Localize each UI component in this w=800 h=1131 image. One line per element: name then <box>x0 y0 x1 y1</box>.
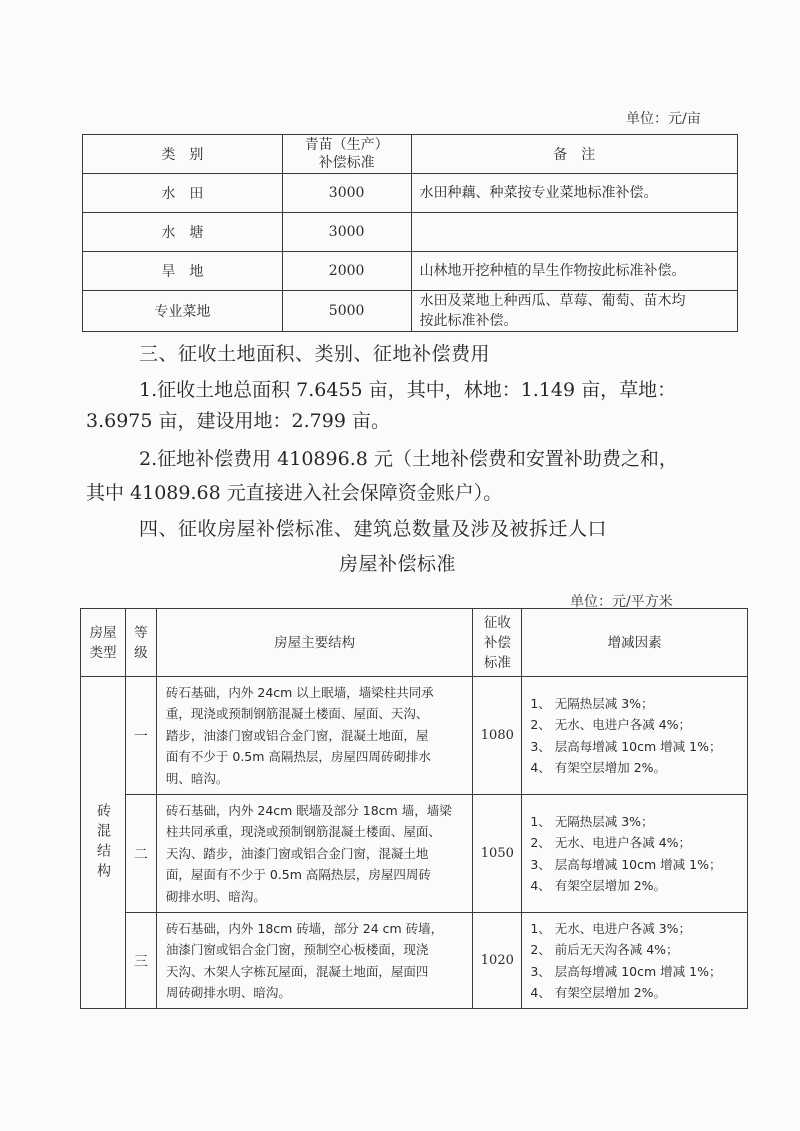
standard-cell: 5000 <box>282 291 411 332</box>
standard-cell: 2000 <box>282 252 411 291</box>
house-table-title: 房屋补偿标准 <box>339 553 457 575</box>
header-line: 标准 <box>483 654 511 671</box>
house-type-label: 砖混结构 <box>94 802 111 883</box>
grade-cell: 三 <box>125 913 156 1009</box>
factor-line: 4、 有架空层增加 2%。 <box>530 985 667 1000</box>
header-line: 等 <box>134 624 148 641</box>
standard-header <box>282 135 411 174</box>
structure-line: 面，屋面有不少于 0.5m 高隔热层，房屋四周砖 <box>165 867 431 883</box>
structure-line: 油漆门窗或铝合金门窗，预制空心板楼面，现浇 <box>165 942 429 957</box>
table-header-row <box>81 609 748 677</box>
header-line: 类型 <box>89 644 117 661</box>
factors-cell <box>522 795 748 913</box>
house-type-header <box>81 609 126 677</box>
standard-cell: 3000 <box>282 213 411 252</box>
section3-paragraph2-line2: 其中 41089.68 元直接进入社会保障资金账户）。 <box>86 482 503 504</box>
factor-line: 4、 有架空层增加 2%。 <box>530 878 667 893</box>
category-cell: 旱 地 <box>83 252 283 291</box>
header-line: 级 <box>134 644 148 661</box>
standard-cell: 1080 <box>473 677 522 795</box>
seedling-compensation-table <box>82 134 738 332</box>
section3-heading: 三、征收土地面积、类别、征地补偿费用 <box>139 343 491 365</box>
factors-header: 增减因素 <box>522 609 748 677</box>
remark-header: 备 注 <box>411 135 737 174</box>
remark-cell: 山林地开挖种植的旱生作物按此标准补偿。 <box>411 252 737 291</box>
section4-heading: 四、征收房屋补偿标准、建筑总数量及涉及被拆迁人口 <box>139 518 608 540</box>
structure-line: 天沟、木架人字栋瓦屋面，混凝土地面，屋面四 <box>165 963 429 979</box>
factor-line: 3、 层高每增减 10cm 增减 1%； <box>530 963 722 979</box>
grade-cell: 二 <box>125 795 156 913</box>
structure-line: 重，现浇或预制钢筋混凝土楼面、屋面、天沟、 <box>165 706 429 722</box>
category-cell: 水 塘 <box>83 213 283 252</box>
standard-header-line2: 补偿标准 <box>318 155 375 171</box>
table-row <box>83 174 738 213</box>
grade-cell: 一 <box>125 677 156 795</box>
factor-line: 2、 无水、电进户各减 4%； <box>530 835 692 850</box>
table-row <box>83 252 738 291</box>
structure-header: 房屋主要结构 <box>156 609 472 677</box>
structure-line: 明、暗沟。 <box>165 770 229 786</box>
table-row <box>83 213 738 252</box>
structure-line: 砖石基础，内外 24cm 以上眠墙，墙梁柱共同承 <box>165 684 434 700</box>
standard-cell: 3000 <box>282 174 411 213</box>
factor-line: 1、 无水、电进户各减 3%； <box>530 920 692 936</box>
factor-line: 3、 层高每增减 10cm 增减 1%； <box>530 738 722 754</box>
structure-line: 面有不少于 0.5m 高隔热层，房屋四周砖砌排水 <box>165 749 431 765</box>
table-row <box>83 291 738 332</box>
table2-unit: 单位：元/平方米 <box>570 594 673 610</box>
standard-header <box>473 609 522 677</box>
structure-line: 天沟、踏步，油漆门窗或铝合金门窗，混凝土地 <box>165 845 429 861</box>
table-row <box>81 677 748 795</box>
header-line: 房屋 <box>89 624 117 641</box>
structure-cell <box>156 795 472 913</box>
section3-paragraph1-line2: 3.6975 亩，建设用地：2.799 亩。 <box>86 410 390 432</box>
remark-cell <box>411 213 737 252</box>
remark-cell <box>411 291 737 332</box>
factors-cell <box>522 677 748 795</box>
factor-line: 1、 无隔热层减 3%； <box>530 813 654 829</box>
category-header: 类 别 <box>83 135 283 174</box>
table1-unit: 单位：元/亩 <box>626 111 701 127</box>
structure-cell <box>156 677 472 795</box>
section3-paragraph1-line1: 1.征收土地总面积 7.6455 亩，其中，林地：1.149 亩，草地： <box>139 379 677 401</box>
table-row <box>81 913 748 1009</box>
category-cell: 专业菜地 <box>83 291 283 332</box>
structure-line: 砖石基础，内外 18cm 砖墙，部分 24 cm 砖墙， <box>165 920 444 936</box>
structure-line: 砌排水明、暗沟。 <box>165 888 266 904</box>
structure-line: 砖石基础，内外 24cm 眠墙及部分 18cm 墙，墙梁 <box>165 802 452 818</box>
standard-cell: 1020 <box>473 913 522 1009</box>
section3-paragraph2-line1: 2.征地补偿费用 410896.8 元（土地补偿费和安置补助费之和， <box>139 448 678 470</box>
remark-line: 水田及菜地上种西瓜、草莓、葡萄、苗木均 <box>419 293 686 309</box>
remark-line: 按此标准补偿。 <box>419 313 518 329</box>
factor-line: 2、 前后无天沟各减 4%； <box>530 942 679 957</box>
remark-cell: 水田种藕、种菜按专业菜地标准补偿。 <box>411 174 737 213</box>
standard-header-line1: 青苗（生产） <box>304 137 389 153</box>
house-type-cell <box>81 677 126 1009</box>
grade-header <box>125 609 156 677</box>
factor-line: 1、 无隔热层减 3%； <box>530 695 654 711</box>
table-header-row <box>83 135 738 174</box>
factor-line: 2、 无水、电进户各减 4%； <box>530 717 692 732</box>
structure-cell <box>156 913 472 1009</box>
header-line: 补偿 <box>483 634 511 651</box>
category-cell: 水 田 <box>83 174 283 213</box>
factor-line: 3、 层高每增减 10cm 增减 1%； <box>530 856 722 872</box>
factor-line: 4、 有架空层增加 2%。 <box>530 760 667 775</box>
structure-line: 柱共同承重，现浇或预制钢筋混凝土楼面、屋面、 <box>165 824 441 840</box>
header-line: 征收 <box>483 614 511 631</box>
structure-line: 周砖砌排水明、暗沟。 <box>165 985 291 1000</box>
standard-cell: 1050 <box>473 795 522 913</box>
table-row <box>81 795 748 913</box>
structure-line: 踏步，油漆门窗或铝合金门窗，混凝土地面，屋 <box>165 727 429 743</box>
factors-cell <box>522 913 748 1009</box>
house-compensation-table <box>80 608 748 1009</box>
